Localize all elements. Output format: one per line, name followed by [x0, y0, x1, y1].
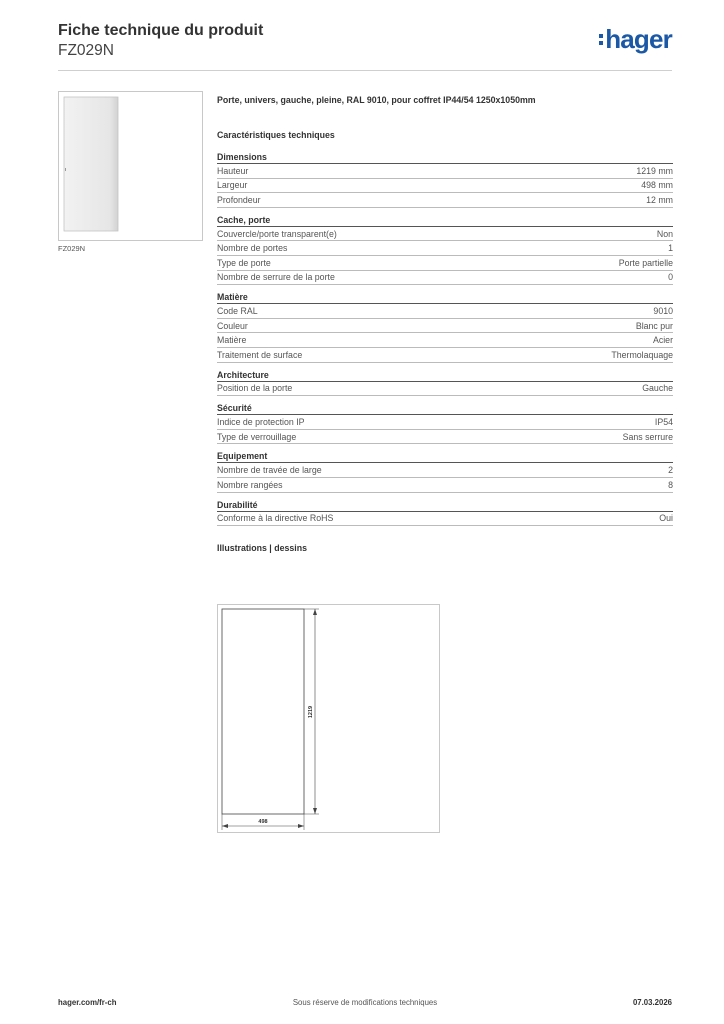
- spec-section: [217, 292, 673, 362]
- tech-characteristics-title: Caractéristiques techniques: [217, 130, 335, 140]
- section-title: Dimensions: [217, 152, 673, 164]
- spec-row: [217, 512, 673, 527]
- spec-value: IP54: [654, 416, 673, 427]
- spec-label: Largeur: [217, 180, 248, 191]
- spec-section: [217, 370, 673, 397]
- spec-value: Oui: [659, 513, 673, 524]
- spec-value: Non: [656, 228, 673, 239]
- spec-label: Type de porte: [217, 257, 271, 268]
- spec-row: [217, 256, 673, 271]
- logo-text: hager: [605, 24, 672, 54]
- door-dimension-svg: [218, 605, 439, 832]
- spec-value: 1: [668, 243, 673, 254]
- door-outline: [222, 609, 304, 814]
- spec-label: Code RAL: [217, 305, 258, 316]
- spec-label: Nombre rangées: [217, 479, 283, 490]
- spec-row: [217, 271, 673, 286]
- door-panel-icon: [59, 92, 202, 240]
- logo-dots-icon: [599, 34, 603, 45]
- spec-row: [217, 241, 673, 256]
- section-title: Cache, porte: [217, 215, 673, 227]
- hager-logo: [599, 26, 672, 52]
- spec-value: Blanc pur: [635, 320, 673, 331]
- spec-row: [217, 193, 673, 208]
- page-header: [58, 20, 672, 71]
- spec-value: Porte partielle: [618, 257, 673, 268]
- spec-label: Hauteur: [217, 165, 249, 176]
- section-title: Architecture: [217, 370, 673, 382]
- spec-label: Couleur: [217, 320, 248, 331]
- spec-value: 8: [668, 479, 673, 490]
- spec-label: Conforme à la directive RoHS: [217, 513, 334, 524]
- product-image: [58, 91, 203, 241]
- spec-label: Position de la porte: [217, 383, 293, 394]
- spec-label: Couvercle/porte transparent(e): [217, 228, 337, 239]
- spec-row: [217, 415, 673, 430]
- main-content: [217, 95, 673, 557]
- spec-label: Nombre de portes: [217, 243, 288, 254]
- footer-disclaimer: Sous réserve de modifications techniques: [292, 998, 438, 1007]
- spec-row: [217, 319, 673, 334]
- product-reference: FZ029N: [58, 42, 114, 59]
- illustrations-title: Illustrations | dessins: [217, 543, 307, 554]
- spec-row: [217, 348, 673, 363]
- product-image-caption: FZ029N: [58, 244, 86, 253]
- spec-sections: [217, 152, 673, 526]
- spec-row: [217, 333, 673, 348]
- section-title: Sécurité: [217, 403, 673, 415]
- footer-date: 07.03.2026: [632, 998, 672, 1007]
- spec-value: Sans serrure: [622, 431, 673, 442]
- footer-website[interactable]: hager.com/fr-ch: [58, 998, 117, 1007]
- spec-value: Gauche: [642, 383, 673, 394]
- spec-label: Indice de protection IP: [217, 416, 305, 427]
- spec-row: [217, 478, 673, 493]
- spec-row: [217, 179, 673, 194]
- spec-row: [217, 463, 673, 478]
- spec-section: [217, 215, 673, 285]
- spec-section: [217, 403, 673, 444]
- spec-label: Profondeur: [217, 194, 261, 205]
- spec-value: 498 mm: [641, 180, 673, 191]
- spec-label: Type de verrouillage: [217, 431, 297, 442]
- product-description: Porte, univers, gauche, pleine, RAL 9010, pour coffret IP44/54 1250x1050mm: [217, 95, 536, 105]
- width-dimension-label: 498: [258, 819, 268, 825]
- spec-row: [217, 382, 673, 397]
- dimension-drawing: [217, 604, 440, 833]
- spec-section: [217, 451, 673, 492]
- spec-value: 1219 mm: [636, 165, 673, 176]
- spec-label: Nombre de travée de large: [217, 465, 322, 476]
- spec-label: Traitement de surface: [217, 349, 303, 360]
- spec-row: [217, 304, 673, 319]
- spec-section: [217, 152, 673, 208]
- spec-value: 12 mm: [646, 194, 673, 205]
- spec-value: 0: [668, 272, 673, 283]
- height-dimension-label: 1219: [308, 705, 314, 719]
- spec-value: 2: [668, 465, 673, 476]
- spec-row: [217, 430, 673, 445]
- page-title: Fiche technique du produit: [58, 22, 264, 39]
- spec-value: Thermolaquage: [611, 349, 673, 360]
- section-title: Durabilité: [217, 500, 673, 512]
- spec-row: [217, 227, 673, 242]
- spec-value: 9010: [653, 305, 673, 316]
- spec-row: [217, 164, 673, 179]
- section-title: Matière: [217, 292, 673, 304]
- spec-value: Acier: [652, 335, 673, 346]
- spec-section: [217, 500, 673, 527]
- spec-label: Matière: [217, 335, 247, 346]
- section-title: Equipement: [217, 451, 673, 463]
- spec-label: Nombre de serrure de la porte: [217, 272, 335, 283]
